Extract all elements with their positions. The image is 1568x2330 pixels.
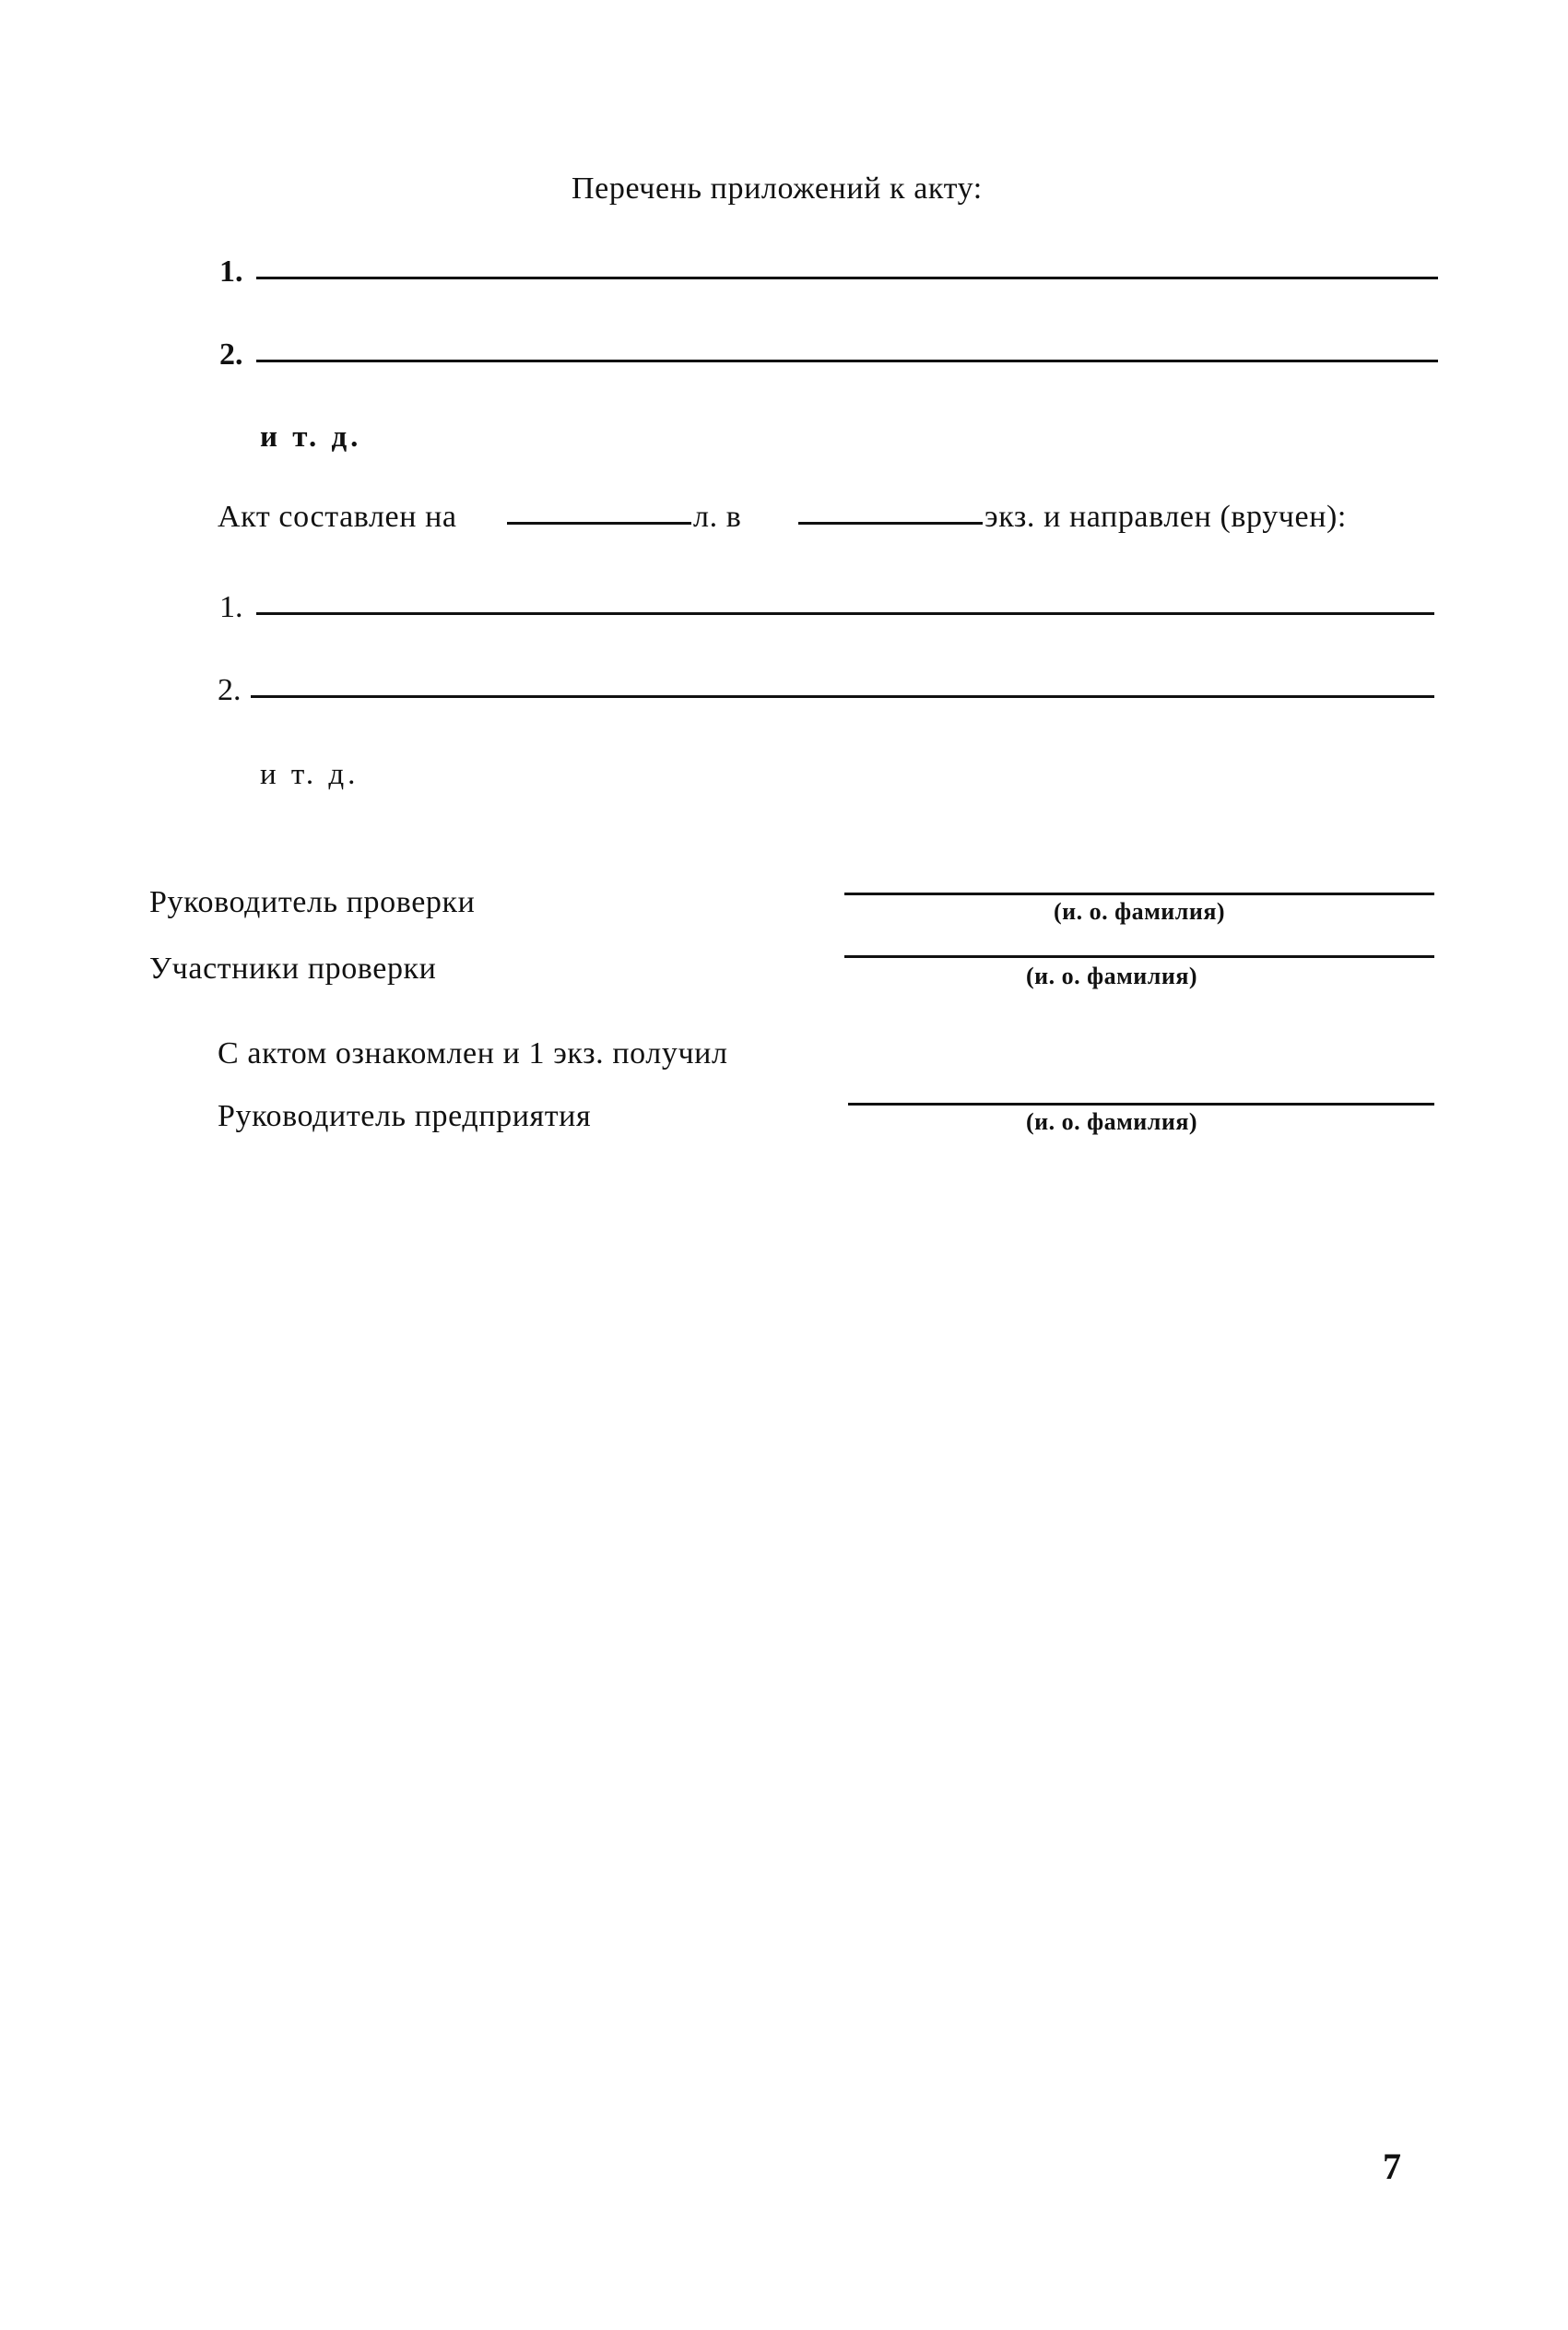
appendix-etc: и т. д. — [260, 420, 362, 454]
act-recipient-1-number: 1. — [219, 590, 243, 624]
appendix-title: Перечень приложений к акту: — [572, 171, 983, 206]
appendix-item-2-number: 2. — [219, 337, 243, 372]
enterprise-head-caption: (и. о. фамилия) — [1025, 1108, 1198, 1135]
inspection-head-caption: (и. о. фамилия) — [1053, 898, 1226, 925]
inspection-participants-signature-line — [844, 955, 1434, 958]
enterprise-head-signature-line — [848, 1103, 1434, 1106]
act-recipient-2-line — [251, 695, 1434, 698]
appendix-item-2-line — [256, 360, 1438, 362]
act-recipient-2-number: 2. — [218, 673, 242, 707]
appendix-item-1-number: 1. — [219, 254, 243, 289]
act-etc: и т. д. — [260, 758, 360, 791]
act-text-before: Акт составлен на — [218, 500, 457, 534]
enterprise-head-label: Руководитель предприятия — [218, 1099, 592, 1133]
act-sheets-blank — [507, 522, 691, 525]
act-text-after: экз. и направлен (вручен): — [984, 500, 1347, 534]
act-copies-blank — [798, 522, 983, 525]
act-text-middle: л. в — [693, 500, 742, 534]
inspection-head-signature-line — [844, 893, 1434, 895]
acknowledgement-text: С актом ознакомлен и 1 экз. получил — [218, 1036, 728, 1070]
inspection-participants-label: Участники проверки — [149, 952, 437, 986]
page-number: 7 — [1383, 2146, 1401, 2187]
act-recipient-1-line — [256, 612, 1434, 615]
appendix-item-1-line — [256, 277, 1438, 279]
inspection-head-label: Руководитель проверки — [149, 885, 476, 919]
inspection-participants-caption: (и. о. фамилия) — [1025, 963, 1198, 989]
